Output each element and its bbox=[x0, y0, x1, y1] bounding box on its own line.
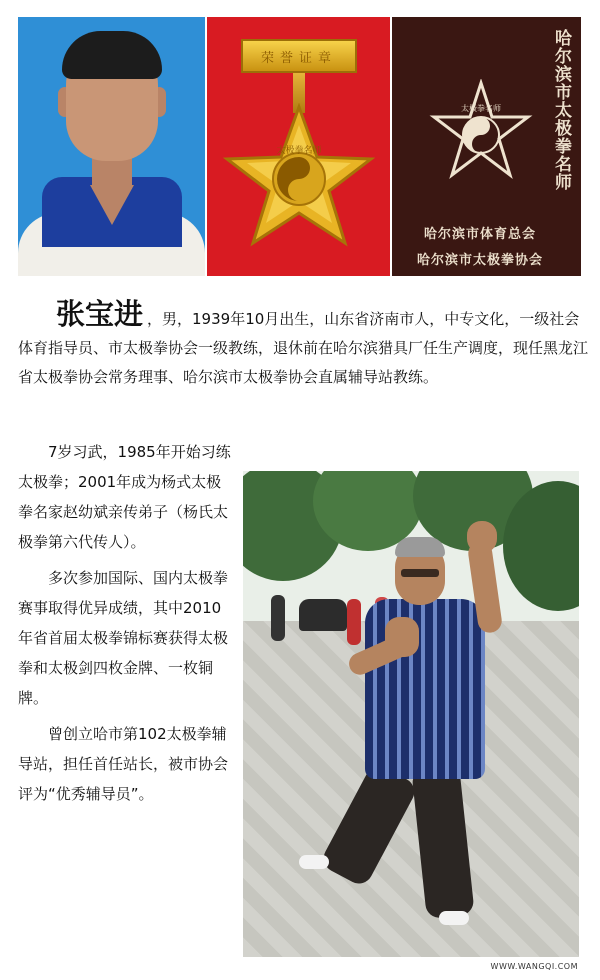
profile-name: 张宝进 bbox=[56, 297, 144, 331]
plaque-title: 哈尔滨市太极拳名师 bbox=[551, 29, 571, 191]
paragraph-competitions: 多次参加国际、国内太极拳赛事取得优异成绩，其中2010年省首届太极拳锦标赛获得太极拳和太极剑四枚金牌、一枚铜牌。 bbox=[18, 569, 229, 707]
profile-intro bbox=[18, 297, 590, 392]
medal-bar bbox=[241, 39, 357, 73]
watermark: WWW.WANGQI.COM bbox=[490, 962, 578, 971]
medal-star-text: 太极拳名师 bbox=[276, 146, 322, 156]
medal-bar-text: 荣誉证章 bbox=[260, 50, 337, 66]
plaque-emblem-icon bbox=[426, 79, 536, 189]
portrait-photo bbox=[18, 17, 205, 276]
plaque-org-1: 哈尔滨市体育总会 bbox=[423, 227, 536, 242]
paragraph-training: 7岁习武，1985年开始习练太极拳；2001年成为杨式太极拳名家赵幼斌亲传弟子（杨氏太极拳第六代传人）。 bbox=[18, 443, 231, 551]
paragraph-station: 曾创立哈市第102太极拳辅导站，担任首任站长，被市协会评为“优秀辅导员”。 bbox=[18, 725, 229, 803]
profile-paragraphs bbox=[18, 437, 236, 815]
plaque-emblem-text: 太极拳名师 bbox=[461, 104, 501, 113]
plaque-org-2: 哈尔滨市太极拳协会 bbox=[416, 253, 543, 268]
taichi-pose-photo bbox=[243, 471, 579, 957]
profile-intro-text: ，男，1939年10月出生，山东省济南市人，中专文化，一级社会体育指导员、市太极拳协会一级教练，退休前在哈尔滨猎具厂任生产调度，现任黑龙江省太极拳协会常务理事、哈尔滨市太极拳协会直属辅导站教练。 bbox=[18, 310, 589, 386]
honor-medal-photo bbox=[207, 17, 390, 276]
master-plaque-photo bbox=[392, 17, 581, 276]
medal-star-icon bbox=[219, 103, 379, 263]
